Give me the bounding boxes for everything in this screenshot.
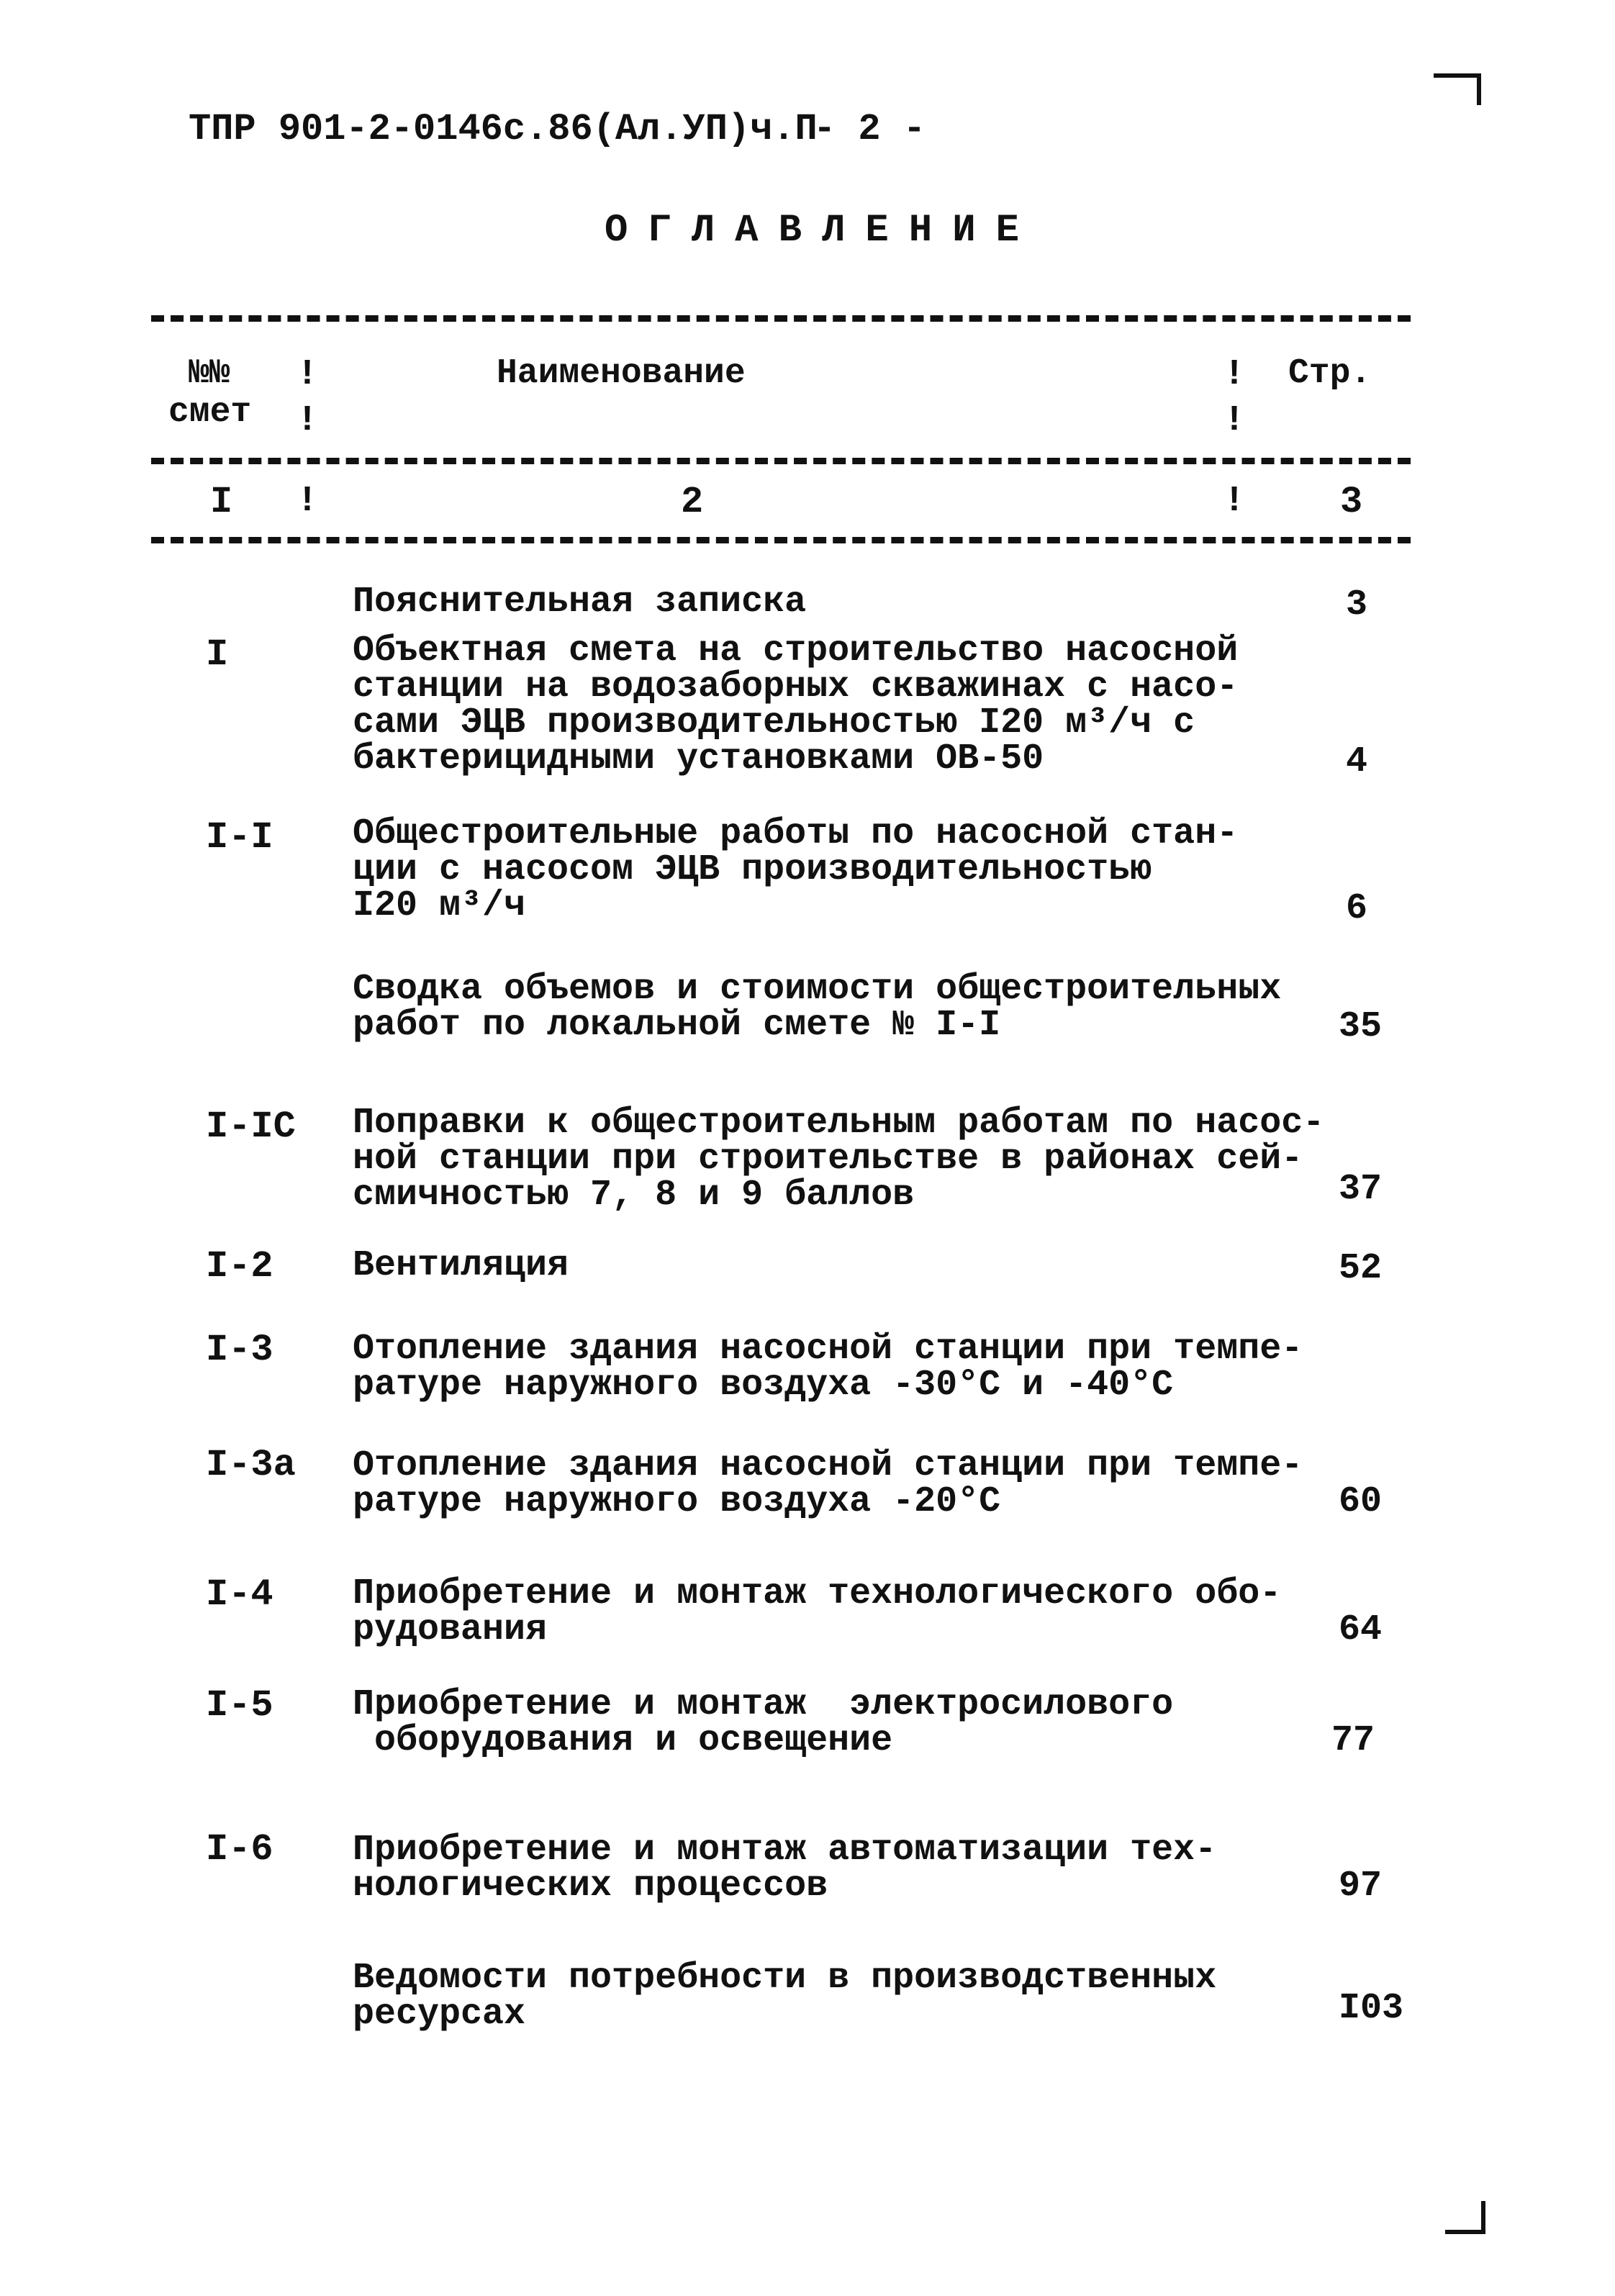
entry-name-line: Отопление здания насосной станции при темпе- [353,1329,1303,1370]
entry-page: 97 [1338,1866,1382,1907]
column-separator: ! [297,400,319,441]
entry-name [353,1245,1288,1286]
entry-name [353,1830,1288,1907]
column-separator: ! [1223,481,1246,522]
entry-name-line: Объектная смета на строительство насосной [353,631,1239,672]
entry-code: I-2 [206,1245,273,1288]
entry-name-line: Общестроительные работы по насосной стан- [353,813,1239,854]
entry-page: 60 [1338,1481,1382,1522]
entry-name-line: работ по локальной смете № I-I [353,1005,1001,1046]
entry-name [353,969,1288,1046]
rule-top [151,315,1411,322]
entry-page: 37 [1338,1169,1382,1210]
entry-page: 64 [1338,1609,1382,1650]
entry-name-line: Приобретение и монтаж электросилового [353,1684,1174,1725]
entry-name-line: ной станции при строительстве в районах сей- [353,1139,1303,1180]
entry-name [353,1573,1288,1650]
entry-name-line: ратуре наружного воздуха -20°С [353,1481,1001,1522]
entry-name-line: Сводка объемов и стоимости общестроительных [353,969,1282,1010]
entry-name-line: смичностью 7, 8 и 9 баллов [353,1175,915,1216]
page-title: ОГЛАВЛЕНИЕ [604,209,1040,253]
entry-name-line: ратуре наружного воздуха -30°С и -40°С [353,1365,1174,1406]
entry-name [353,582,1288,623]
entry-code: I-6 [206,1828,273,1871]
corner-mark-top-right [1434,73,1481,105]
entry-name [353,1445,1303,1522]
entry-name-line: бактерицидными установками ОВ-50 [353,738,1044,779]
entry-page: 35 [1338,1006,1382,1047]
column-index-1: I [210,481,233,523]
column-separator: ! [297,481,319,522]
entry-page: 4 [1345,741,1367,782]
rule-bottom [151,537,1411,543]
column-index-3: 3 [1340,481,1363,523]
entry-name [353,1103,1325,1216]
page-marker: - 2 - [813,108,926,150]
entry-code: I-3 [206,1329,273,1371]
entry-name-line: Ведомости потребности в производственных [353,1958,1217,1999]
entry-code: I-4 [206,1573,273,1616]
entry-code: I [206,633,229,676]
entry-name-line: Вентиляция [353,1245,569,1286]
column-page: Стр. [1288,354,1372,393]
entry-page: 52 [1338,1248,1382,1289]
entry-page: 77 [1331,1720,1375,1761]
entry-code: I-IС [206,1106,296,1148]
entry-name [353,1958,1288,2035]
corner-mark-bottom-right [1445,2201,1485,2234]
column-index-2: 2 [681,481,704,523]
column-separator: ! [1223,354,1246,395]
entry-name-line: нологических процессов [353,1866,828,1907]
entry-name-line: Приобретение и монтаж технологического обо- [353,1573,1282,1614]
column-separator: ! [297,354,319,395]
entry-name-line: Отопление здания насосной станции при темпе- [353,1445,1303,1486]
document-code: ТПР 901-2-0146с.86(Ал.УП)ч.П [189,108,818,150]
entry-code: I-5 [206,1684,273,1727]
entry-code: I-I [206,816,273,859]
entry-name-line: Приобретение и монтаж автоматизации тех- [353,1830,1217,1871]
column-separator: ! [1223,400,1246,441]
entry-name-line: I20 м³/ч [353,885,526,926]
entry-name-line: ции с насосом ЭЦВ производительностью [353,849,1152,890]
entry-name-line: оборудования и освещение [353,1720,893,1761]
entry-page: 6 [1345,888,1367,929]
rule-middle [151,458,1411,464]
entry-name-line: Поправки к общестроительным работам по насос- [353,1103,1325,1144]
column-number-line1: №№ [189,354,230,393]
entry-name [353,1329,1303,1406]
entry-name [353,813,1288,926]
entry-name-line: рудования [353,1609,548,1650]
entry-page: I03 [1338,1988,1403,2029]
entry-name [353,1684,1288,1761]
entry-name-line: сами ЭЦВ производительностью I20 м³/ч с [353,702,1195,744]
entry-name-line: станции на водозаборных скважинах с насо- [353,666,1239,708]
entry-name-line: Пояснительная записка [353,582,807,623]
column-name: Наименование [497,354,746,393]
entry-name [353,633,1288,777]
entry-page: 3 [1345,584,1367,625]
entry-name-line: ресурсах [353,1994,526,2035]
column-number-line2: смет [168,393,252,432]
entry-code: I-3а [206,1444,296,1486]
